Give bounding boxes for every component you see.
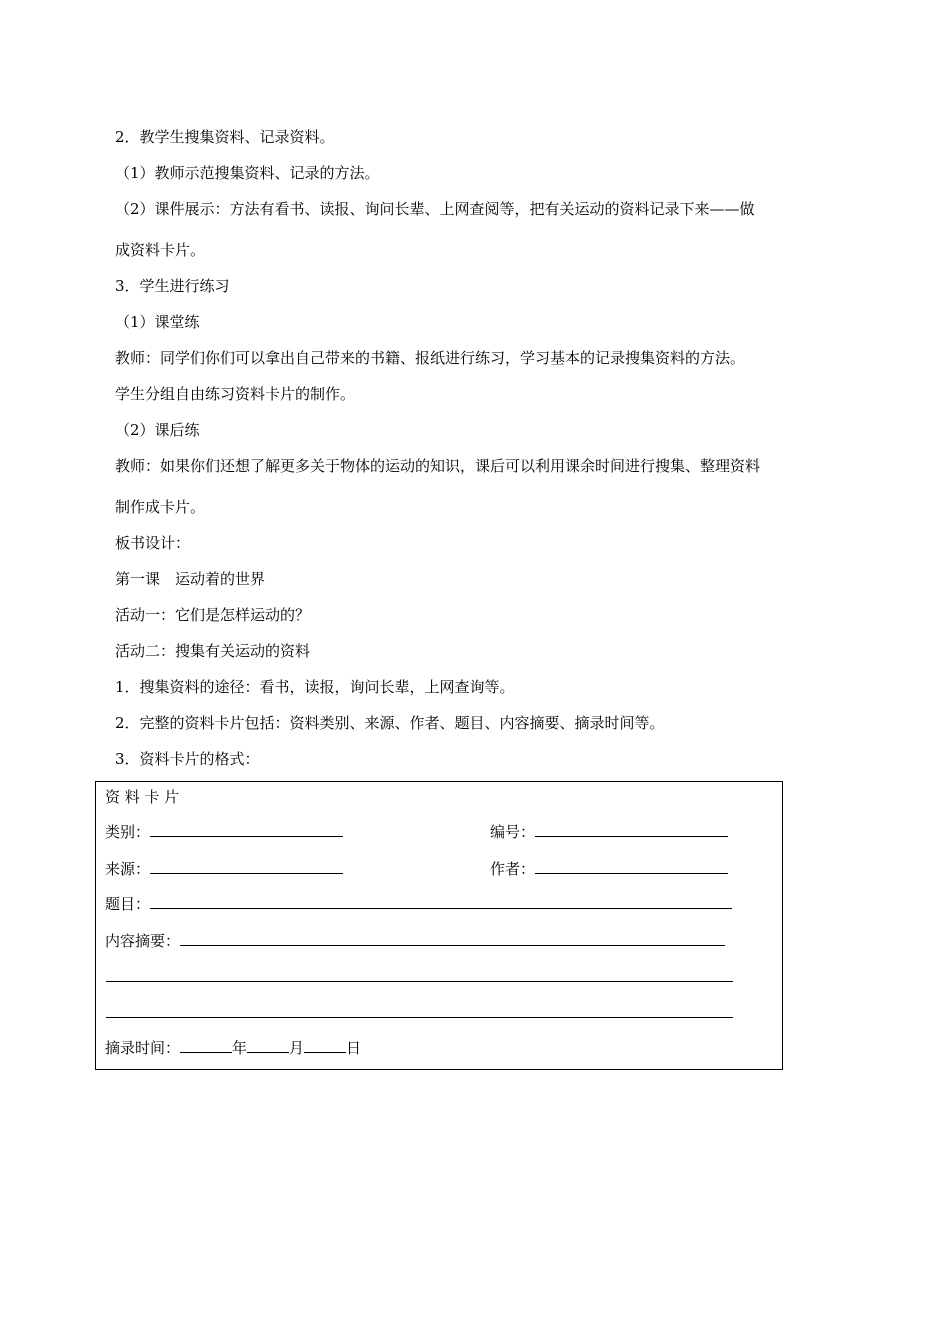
source-field (105, 859, 343, 879)
text-line-14: 活动一：它们是怎样运动的？ (115, 606, 311, 624)
day-label: 日 (346, 1039, 362, 1057)
date-label: 摘录时间： (105, 1039, 181, 1057)
topic-blank (150, 894, 732, 909)
text-line-10: 教师：如果你们还想了解更多关于物体的运动的知识，课后可以利用课余时间进行搜集、整理资料 (115, 457, 761, 475)
author-field (490, 859, 728, 879)
summary-label: 内容摘要： (105, 932, 181, 950)
text-line-17: 2．完整的资料卡片包括：资料类别、来源、作者、题目、内容摘要、摘录时间等。 (115, 714, 665, 732)
text-line-18: 3．资料卡片的格式： (115, 750, 260, 768)
day-blank (304, 1038, 346, 1053)
category-field (105, 822, 343, 842)
text-line-5: 3．学生进行练习 (115, 277, 230, 295)
category-blank (150, 822, 343, 837)
text-line-2: （1）教师示范搜集资料、记录的方法。 (115, 164, 380, 182)
text-line-8: 学生分组自由练习资料卡片的制作。 (115, 385, 356, 403)
number-blank (535, 822, 728, 837)
summary-rule-2 (106, 1017, 733, 1018)
number-label: 编号： (490, 823, 536, 841)
month-blank (247, 1038, 289, 1053)
text-line-12: 板书设计： (115, 534, 191, 552)
summary-blank (180, 931, 725, 946)
source-blank (150, 859, 343, 874)
source-label: 来源： (105, 860, 151, 878)
number-field (490, 822, 728, 842)
text-line-3: （2）课件展示：方法有看书、读报、询问长辈、上网查阅等，把有关运动的资料记录下来——做 (115, 200, 755, 218)
topic-field (105, 894, 732, 914)
text-line-13: 第一课 运动着的世界 (115, 570, 266, 588)
data-card-template (95, 781, 783, 1070)
month-label: 月 (289, 1039, 305, 1057)
card-title: 资 料 卡 片 (105, 788, 180, 806)
year-label: 年 (232, 1039, 248, 1057)
text-line-4: 成资料卡片。 (115, 241, 206, 259)
text-line-11: 制作成卡片。 (115, 498, 206, 516)
date-field (105, 1038, 361, 1058)
text-line-9: （2）课后练 (115, 421, 200, 439)
text-line-15: 活动二：搜集有关运动的资料 (115, 642, 311, 660)
summary-field (105, 931, 725, 951)
topic-label: 题目： (105, 895, 151, 913)
text-line-1: 2．教学生搜集资料、记录资料。 (115, 128, 335, 146)
text-line-7: 教师：同学们你们可以拿出自己带来的书籍、报纸进行练习，学习基本的记录搜集资料的方法。 (115, 349, 746, 367)
year-blank (180, 1038, 232, 1053)
author-label: 作者： (490, 860, 536, 878)
text-line-6: （1）课堂练 (115, 313, 200, 331)
author-blank (535, 859, 728, 874)
category-label: 类别： (105, 823, 151, 841)
summary-rule-1 (106, 981, 733, 982)
text-line-16: 1．搜集资料的途径：看书，读报，询问长辈，上网查询等。 (115, 678, 515, 696)
